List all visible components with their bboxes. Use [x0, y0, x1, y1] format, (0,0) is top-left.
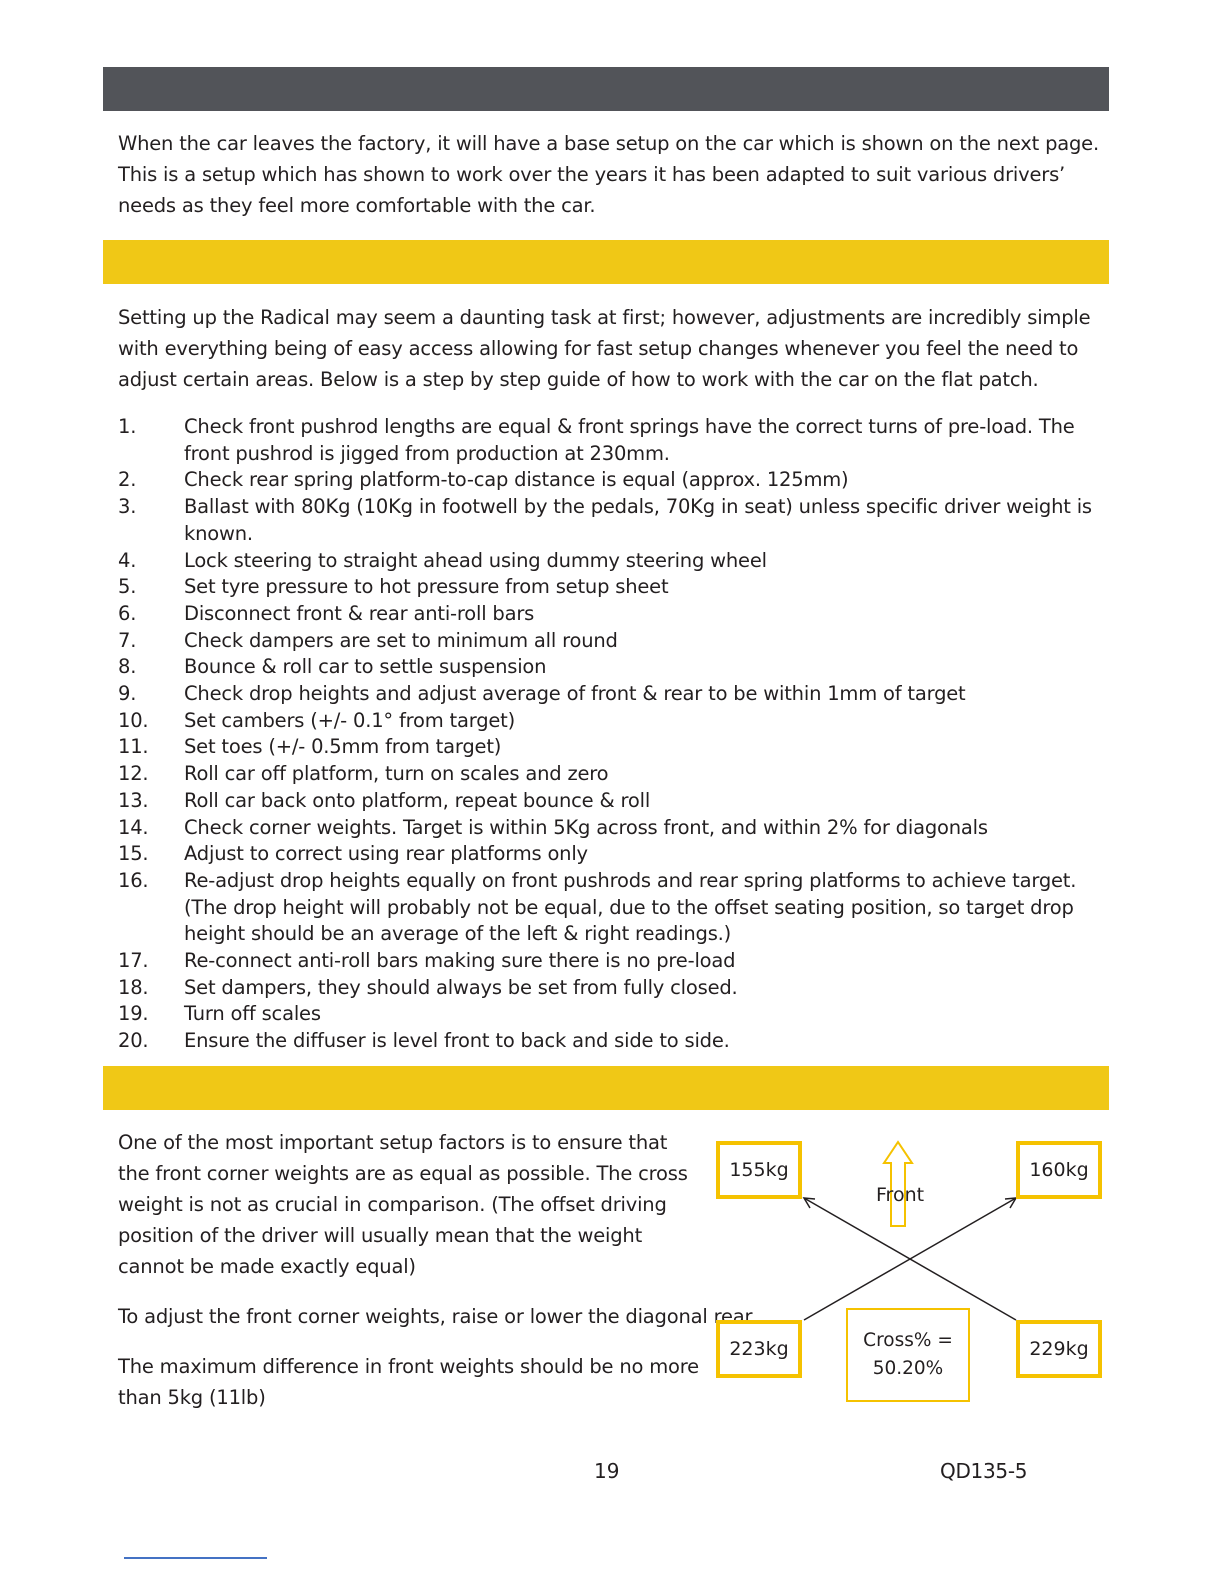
step-number: 13.: [118, 788, 149, 812]
rear-right-weight: 229kg: [1016, 1320, 1102, 1378]
step-text: Roll car back onto platform, repeat bounce & roll: [184, 788, 651, 812]
step-text: Check drop heights and adjust average of front & rear to be within 1mm of target: [184, 682, 966, 706]
step-text: Check front pushrod lengths are equal & front springs have the correct turns of pre-load. The front pushrod is jigged from production at 230mm.: [184, 415, 1075, 465]
setup-intro-paragraph: Setting up the Radical may seem a daunting task at first; however, adjustments are incredibly simple with everything being of easy access allowing for fast setup changes whenever you feel the need to adjust certain areas. Below is a step by step guide of how to work with the car on the flat patch.: [118, 306, 1091, 391]
step-text: Set cambers (+/- 0.1° from target): [184, 708, 516, 732]
step-number: 18.: [118, 975, 149, 999]
page-number: 19: [594, 1459, 620, 1483]
cross-label: Cross% =: [863, 1330, 953, 1351]
step-text: Lock steering to straight ahead using dummy steering wheel: [184, 548, 767, 572]
step-number: 20.: [118, 1029, 149, 1053]
step-number: 1.: [118, 415, 137, 438]
step-text: Bounce & roll car to settle suspension: [184, 655, 547, 679]
document-code: QD135-5: [940, 1459, 1028, 1483]
step-number: 8.: [118, 655, 137, 679]
step-number: 11.: [118, 735, 149, 759]
corner-weights-para-2: To adjust the front corner weights, raise or lower the diagonal rear.: [118, 1305, 757, 1328]
step-number: 16.: [118, 868, 149, 892]
cross-weight-box: [846, 1308, 970, 1402]
step-number: 15.: [118, 842, 149, 866]
step-text: Check rear spring platform-to-cap distance is equal (approx. 125mm): [184, 468, 849, 492]
footer-divider: [124, 1557, 267, 1559]
step-number: 6.: [118, 601, 137, 625]
step-number: 7.: [118, 628, 137, 652]
step-number: 12.: [118, 762, 149, 786]
step-text: Set tyre pressure to hot pressure from setup sheet: [184, 575, 669, 599]
step-text: Adjust to correct using rear platforms only: [184, 842, 588, 866]
step-number: 19.: [118, 1002, 149, 1026]
step-text: Ballast with 80Kg (10Kg in footwell by the pedals, 70Kg in seat) unless specific driver weight is known.: [184, 495, 1092, 545]
step-text: Check dampers are set to minimum all round: [184, 628, 618, 652]
corner-weights-para-1: One of the most important setup factors is to ensure that the front corner weights are as equal as possible. The cross weight is not as crucial in comparison. (The offset driving position of the driver will usually mean that the weight cannot be made exactly equal): [118, 1131, 688, 1278]
step-number: 17.: [118, 949, 149, 973]
step-number: 5.: [118, 575, 137, 599]
step-number: 3.: [118, 495, 137, 519]
front-label: Front: [876, 1184, 925, 1206]
step-number: 4.: [118, 548, 137, 572]
step-text: Disconnect front & rear anti-roll bars: [184, 601, 535, 625]
step-text: Check corner weights. Target is within 5Kg across front, and within 2% for diagonals: [184, 815, 988, 839]
step-number: 2.: [118, 468, 137, 492]
step-text: Turn off scales: [184, 1002, 321, 1026]
step-text: Ensure the diffuser is level front to back and side to side.: [184, 1029, 730, 1053]
step-text: Roll car off platform, turn on scales and zero: [184, 762, 609, 786]
cross-value: 50.20%: [872, 1358, 944, 1379]
rear-left-weight: 223kg: [716, 1320, 802, 1378]
corner-weights-para-3: The maximum difference in front weights should be no more than 5kg (11lb): [118, 1355, 699, 1409]
step-number: 9.: [118, 682, 137, 706]
step-text: Set dampers, they should always be set from fully closed.: [184, 975, 738, 999]
front-right-weight: 160kg: [1016, 1141, 1102, 1199]
step-number: 14.: [118, 815, 149, 839]
step-text: Re-connect anti-roll bars making sure there is no pre-load: [184, 949, 736, 973]
step-text: Re-adjust drop heights equally on front pushrods and rear spring platforms to achieve target. (The drop height will probably not be equal, due to the offset seating position, so target drop height should be an average of the left & right readings.): [184, 868, 1077, 946]
intro-paragraph: When the car leaves the factory, it will have a base setup on the car which is shown on the next page. This is a setup which has shown to work over the years it has been adapted to suit various drivers’ needs as they feel more comfortable with the car.: [118, 132, 1099, 217]
front-left-weight: 155kg: [716, 1141, 802, 1199]
step-text: Set toes (+/- 0.5mm from target): [184, 735, 502, 759]
step-number: 10.: [118, 708, 149, 732]
